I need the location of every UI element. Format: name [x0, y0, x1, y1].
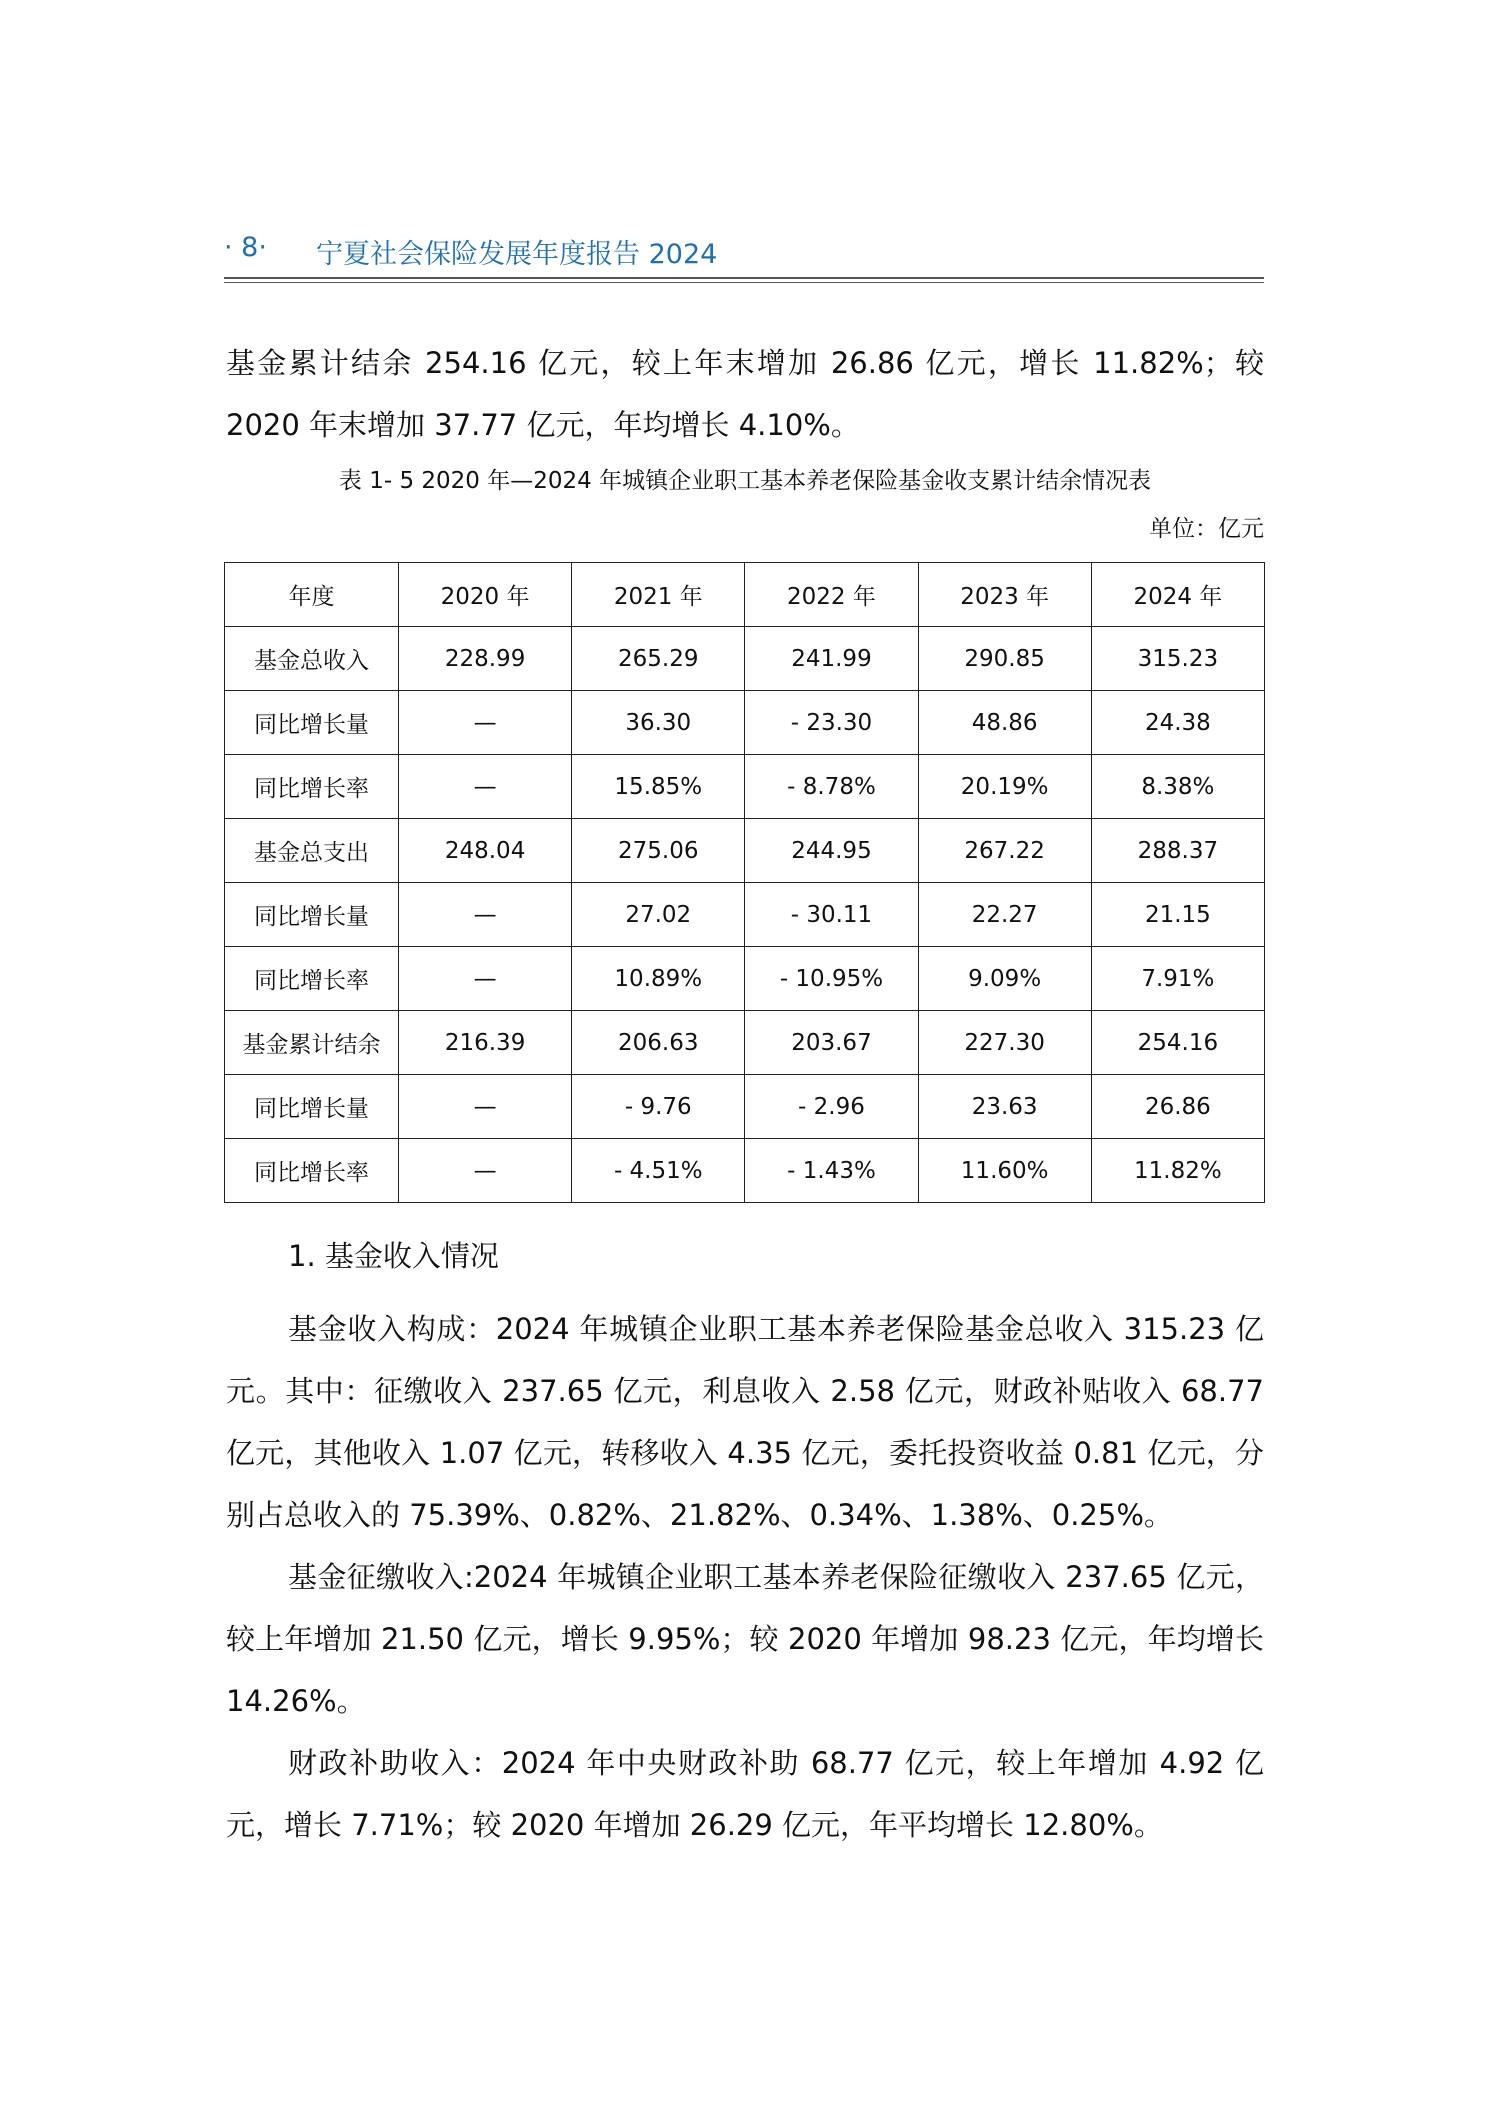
table-cell: 9.09%	[918, 947, 1091, 1011]
table-cell: 8.38%	[1091, 755, 1264, 819]
table-row	[225, 1139, 1265, 1203]
header-rule-thin	[224, 282, 1264, 283]
row-label: 基金总收入	[225, 627, 399, 691]
table-cell: 275.06	[572, 819, 745, 883]
column-header: 2024 年	[1091, 563, 1264, 627]
table-cell: 11.60%	[918, 1139, 1091, 1203]
table-cell: - 4.51%	[572, 1139, 745, 1203]
page-number: · 8·	[224, 232, 267, 263]
table-cell: 265.29	[572, 627, 745, 691]
intro-paragraph: 基金累计结余 254.16 亿元，较上年末增加 26.86 亿元，增长 11.82%；较 2020 年末增加 37.77 亿元，年均增长 4.10%。	[226, 346, 1264, 442]
row-label: 同比增长量	[225, 883, 399, 947]
report-title: 宁夏社会保险发展年度报告 2024	[316, 239, 718, 270]
table-cell: 15.85%	[572, 755, 745, 819]
table-cell: —	[399, 691, 572, 755]
row-label: 同比增长量	[225, 1075, 399, 1139]
table-cell: 254.16	[1091, 1011, 1264, 1075]
table-cell: 11.82%	[1091, 1139, 1264, 1203]
column-header: 2020 年	[399, 563, 572, 627]
header-rule-thick	[224, 277, 1264, 279]
table-cell: 228.99	[399, 627, 572, 691]
table-cell: - 23.30	[745, 691, 918, 755]
fund-table	[224, 562, 1265, 1203]
table-row	[225, 819, 1265, 883]
row-label: 同比增长率	[225, 947, 399, 1011]
table-cell: —	[399, 883, 572, 947]
table-cell: 267.22	[918, 819, 1091, 883]
table-row	[225, 755, 1265, 819]
table-cell: 290.85	[918, 627, 1091, 691]
table-cell: 23.63	[918, 1075, 1091, 1139]
table-cell: - 1.43%	[745, 1139, 918, 1203]
row-label: 基金累计结余	[225, 1011, 399, 1075]
table-cell: 24.38	[1091, 691, 1264, 755]
table-cell: —	[399, 947, 572, 1011]
table-cell: 48.86	[918, 691, 1091, 755]
table-cell: 27.02	[572, 883, 745, 947]
column-header: 年度	[225, 563, 399, 627]
column-header: 2022 年	[745, 563, 918, 627]
table-cell: 244.95	[745, 819, 918, 883]
row-label: 同比增长率	[225, 1139, 399, 1203]
composition-paragraph: 基金收入构成：2024 年城镇企业职工基本养老保险基金总收入 315.23 亿元。其中：征缴收入 237.65 亿元，利息收入 2.58 亿元，财政补贴收入 68.77 亿元，其他收入 1.07 亿元，转移收入 4.35 亿元，委托投资收益 0.81 亿元，分别占总收入的 75.39%、0.82%、21.82%、0.34%、1.38%、0.25%。	[226, 1312, 1264, 1532]
table-cell: 36.30	[572, 691, 745, 755]
table-cell: —	[399, 1139, 572, 1203]
table-cell: 248.04	[399, 819, 572, 883]
table-cell: —	[399, 1075, 572, 1139]
table-cell: 26.86	[1091, 1075, 1264, 1139]
table-cell: - 10.95%	[745, 947, 918, 1011]
row-label: 同比增长量	[225, 691, 399, 755]
column-header: 2021 年	[572, 563, 745, 627]
table-cell: - 8.78%	[745, 755, 918, 819]
section-heading: 1. 基金收入情况	[288, 1239, 499, 1273]
table-cell: 206.63	[572, 1011, 745, 1075]
table-cell: 288.37	[1091, 819, 1264, 883]
row-label: 同比增长率	[225, 755, 399, 819]
table-cell: 10.89%	[572, 947, 745, 1011]
table-header-row	[225, 563, 1265, 627]
table-cell: —	[399, 755, 572, 819]
table-unit: 单位：亿元	[1149, 516, 1264, 542]
table-cell: 20.19%	[918, 755, 1091, 819]
table-cell: 21.15	[1091, 883, 1264, 947]
table-cell: - 30.11	[745, 883, 918, 947]
table-cell: 203.67	[745, 1011, 918, 1075]
table-row	[225, 1011, 1265, 1075]
table-row	[225, 627, 1265, 691]
subsidy-paragraph: 财政补助收入：2024 年中央财政补助 68.77 亿元，较上年增加 4.92 亿元，增长 7.71%；较 2020 年增加 26.29 亿元，年平均增长 12.80%。	[226, 1746, 1264, 1842]
table-cell: 22.27	[918, 883, 1091, 947]
page-header	[224, 232, 1264, 272]
table-row	[225, 947, 1265, 1011]
table-cell: 227.30	[918, 1011, 1091, 1075]
table-cell: 315.23	[1091, 627, 1264, 691]
column-header: 2023 年	[918, 563, 1091, 627]
contribution-paragraph: 基金征缴收入:2024 年城镇企业职工基本养老保险征缴收入 237.65 亿元，较上年增加 21.50 亿元，增长 9.95%；较 2020 年增加 98.23 亿元，年均增长 14.26%。	[226, 1560, 1264, 1718]
table-caption: 表 1- 5 2020 年—2024 年城镇企业职工基本养老保险基金收支累计结余情况表	[338, 468, 1152, 494]
table-row	[225, 691, 1265, 755]
table-cell: 7.91%	[1091, 947, 1264, 1011]
table-cell: - 2.96	[745, 1075, 918, 1139]
table-row	[225, 883, 1265, 947]
table-row	[225, 1075, 1265, 1139]
table-cell: 216.39	[399, 1011, 572, 1075]
table-cell: - 9.76	[572, 1075, 745, 1139]
row-label: 基金总支出	[225, 819, 399, 883]
table-cell: 241.99	[745, 627, 918, 691]
